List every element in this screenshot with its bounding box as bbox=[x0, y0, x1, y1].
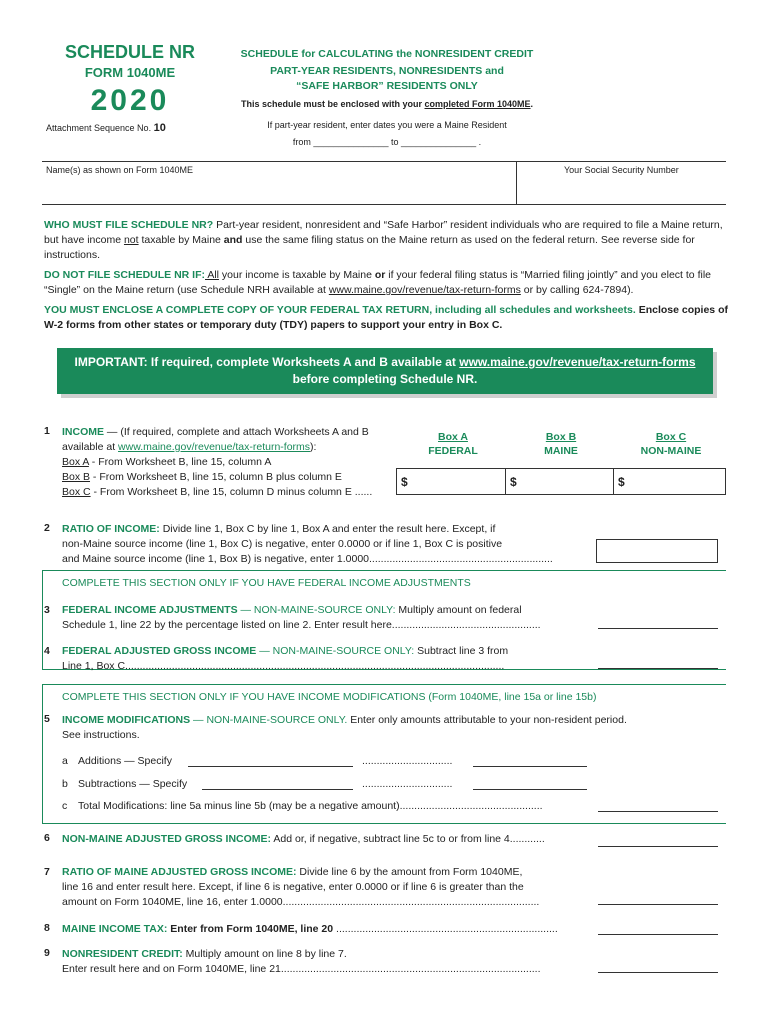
resident-dates: If part-year resident, enter dates you were a Maine Resident from _______________ to _______________ . bbox=[232, 117, 542, 151]
line5a-letter: a bbox=[62, 755, 68, 767]
line9-input[interactable] bbox=[598, 972, 718, 973]
line4-input[interactable] bbox=[598, 668, 718, 669]
worksheet-link[interactable]: www.maine.gov/revenue/tax-return-forms bbox=[118, 441, 311, 453]
form-subtitle: SCHEDULE for CALCULATING the NONRESIDENT CREDIT PART-YEAR RESIDENTS, NONRESIDENTS and “SAFE HARBOR” RESIDENTS ONLY bbox=[240, 48, 534, 92]
line5a-input[interactable] bbox=[473, 766, 587, 767]
line-number: 3 bbox=[44, 604, 50, 616]
banner-link[interactable]: www.maine.gov/revenue/tax-return-forms bbox=[459, 355, 696, 369]
box-a-input[interactable]: $ bbox=[396, 468, 506, 495]
who-must-file: WHO MUST FILE SCHEDULE NR? Part-year resident, nonresident and “Safe Harbor” resident individuals who are required to file a Maine return, but have income not taxable by Maine and use the same filing status on the Maine return as used on the federal return. See reverse side for instructions. bbox=[44, 219, 723, 261]
do-not-file: DO NOT FILE SCHEDULE NR IF: All your income is taxable by Maine or if your federal filing status is “Married filing jointly” and you elect to file “Single” on the Maine return (use Schedule NRH available at www.maine.gov/revenue/tax-return-forms or by calling 624-7894). bbox=[44, 269, 711, 296]
line-number: 2 bbox=[44, 522, 50, 534]
line3-input[interactable] bbox=[598, 628, 718, 629]
important-banner: IMPORTANT: If required, complete Worksheets A and B available at www.maine.gov/revenue/tax-return-forms before completing Schedule NR. bbox=[57, 348, 713, 394]
tax-forms-link[interactable]: www.maine.gov/revenue/tax-return-forms bbox=[328, 284, 521, 296]
line8-text: MAINE INCOME TAX: Enter from Form 1040ME, line 20 ............................................................................ bbox=[62, 923, 558, 935]
form-id: FORM 1040ME bbox=[84, 65, 176, 80]
box-b-input[interactable]: $ bbox=[505, 468, 614, 495]
line-number: 5 bbox=[44, 713, 50, 725]
line4-text: FEDERAL ADJUSTED GROSS INCOME — NON-MAINE-SOURCE ONLY: Subtract line 3 from Line 1, Box C.................................................................................................................................. bbox=[62, 645, 509, 672]
divider bbox=[516, 161, 517, 204]
line-number: 9 bbox=[44, 947, 50, 959]
line-number: 8 bbox=[44, 922, 50, 934]
schedule-title: SCHEDULE NR bbox=[64, 42, 195, 62]
box-b-header: Box B MAINE bbox=[544, 431, 578, 457]
resident-dates-field[interactable]: from _______________ to _______________ . bbox=[292, 137, 482, 147]
form-title-block bbox=[40, 42, 220, 118]
ssn-field[interactable]: Your Social Security Number bbox=[564, 165, 679, 175]
leader-dots: ............................... bbox=[362, 755, 453, 767]
enclose-return-note: YOU MUST ENCLOSE A COMPLETE COPY OF YOUR FEDERAL TAX RETURN, including all schedules and worksheets. Enclose copies of W-2 forms from other states or temporary duty (TDY) papers to support your entry in Box C. bbox=[44, 304, 728, 331]
line1-text: INCOME — (If required, complete and attach Worksheets A and B available at www.maine.gov/revenue/tax-return-forms): Box A - From Worksheet B, line 15, column A Box B - From Worksheet B, line 15, column B plus column E Box C - From Worksheet B, line 15, column D minus column E ...... bbox=[62, 426, 373, 498]
box-a-header: Box A FEDERAL bbox=[428, 431, 478, 457]
line5a-label: Additions — Specify bbox=[78, 755, 172, 767]
names-field[interactable]: Name(s) as shown on Form 1040ME bbox=[46, 165, 194, 175]
tax-year: 2020 bbox=[90, 84, 170, 117]
line5c-input[interactable] bbox=[598, 811, 718, 812]
line5a-specify-input[interactable] bbox=[188, 766, 353, 767]
box-c-header: Box C NON-MAINE bbox=[640, 431, 702, 457]
line5c-label: Total Modifications: line 5a minus line 5b (may be a negative amount)................................................. bbox=[78, 800, 543, 812]
enclose-note: This schedule must be enclosed with your completed Form 1040ME. bbox=[240, 99, 534, 109]
line7-text: RATIO OF MAINE ADJUSTED GROSS INCOME: Divide line 6 by the amount from Form 1040ME, line 16 and enter result here. Except, if line 6 is negative, enter 0.0000 or if line 6 is greater than the amount on Form 1040ME, line 16, enter 1.0000........................................................................................ bbox=[62, 866, 540, 908]
section-label: COMPLETE THIS SECTION ONLY IF YOU HAVE INCOME MODIFICATIONS (Form 1040ME, line 15a or line 15b) bbox=[62, 691, 597, 703]
line7-input[interactable] bbox=[598, 904, 718, 905]
attachment-sequence: Attachment Sequence No. 10 bbox=[46, 122, 166, 134]
line5b-specify-input[interactable] bbox=[202, 789, 353, 790]
line2-text: RATIO OF INCOME: Divide line 1, Box C by line 1, Box A and enter the result here. Except, if non-Maine source income (line 1, Box C) is negative, enter 0.0000 or if line 1, Box C is positive and Maine source income (line 1, Box B) is negative, enter 1.0000............................................................... bbox=[62, 523, 553, 565]
line-number: 4 bbox=[44, 645, 50, 657]
line9-text: NONRESIDENT CREDIT: Multiply amount on line 8 by line 7. Enter result here and on Form 1040ME, line 21......................................................................................... bbox=[62, 948, 541, 975]
divider bbox=[42, 204, 726, 205]
line6-input[interactable] bbox=[598, 846, 718, 847]
line5b-label: Subtractions — Specify bbox=[78, 778, 188, 790]
line-number: 6 bbox=[44, 832, 50, 844]
line5b-letter: b bbox=[62, 778, 68, 790]
line-number: 7 bbox=[44, 866, 50, 878]
line6-text: NON-MAINE ADJUSTED GROSS INCOME: Add or, if negative, subtract line 5c to or from line 4............ bbox=[62, 833, 545, 845]
divider bbox=[42, 161, 726, 162]
box-c-input[interactable]: $ bbox=[613, 468, 726, 495]
line2-ratio-input[interactable] bbox=[596, 539, 718, 563]
line5c-letter: c bbox=[62, 800, 68, 812]
line5-text: INCOME MODIFICATIONS — NON-MAINE-SOURCE ONLY. Enter only amounts attributable to your non-resident period. See instructions. bbox=[62, 714, 627, 741]
line8-input[interactable] bbox=[598, 934, 718, 935]
section-label: COMPLETE THIS SECTION ONLY IF YOU HAVE FEDERAL INCOME ADJUSTMENTS bbox=[62, 577, 471, 589]
line3-text: FEDERAL INCOME ADJUSTMENTS — NON-MAINE-SOURCE ONLY: Multiply amount on federal Schedule 1, line 22 by the percentage listed on line 2. Enter result here................................................... bbox=[62, 604, 541, 631]
leader-dots: ............................... bbox=[362, 778, 453, 790]
line5b-input[interactable] bbox=[473, 789, 587, 790]
line-number: 1 bbox=[44, 425, 50, 437]
